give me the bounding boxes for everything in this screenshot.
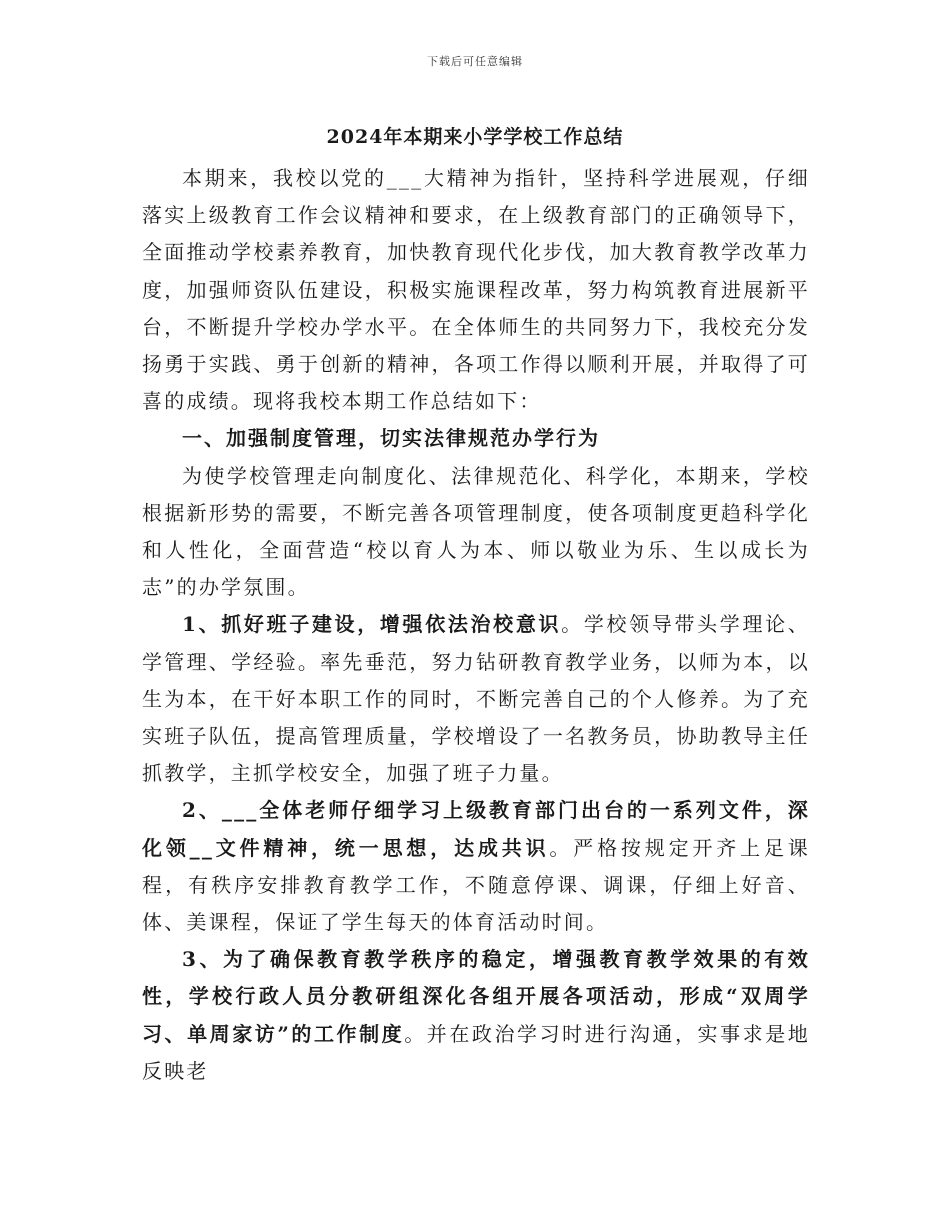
item-3-paragraph [142,941,810,1090]
item-1-body: 。学校领导带头学理论、学管理、学经验。率先垂范，努力钻研教育教学业务，以师为本，以生为本，在干好本职工作的同时，不断完善自己的个人修养。为了充实班子队伍，提高管理质量，学校增设了一名教务员，协助教导主任抓教学，主抓学校安全，加强了班子力量。 [142,612,810,786]
document-title: 2024年本期来小学学校工作总结 [326,126,624,148]
download-note: 下载后可任意编辑 [427,55,523,68]
item-3-lead: 3、为了确保教育教学秩序的稳定，增强教育教学效果的有效性，学校行政人员分教研组深化各组开展各项活动，形成“双周学习、单周家访”的工作制度 [142,947,810,1046]
section1-paragraph: 为使学校管理走向制度化、法律规范化、科学化，本期来，学校根据新形势的需要，不断完善各项管理制度，使各项制度更趋科学化和人性化，全面营造“校以育人为本、师以敬业为乐、生以成长为志”的办学氛围。 [142,463,810,600]
item-2-body: 。严格按规定开齐上足课程，有秩序安排教育教学工作，不随意停课、调课，仔细上好音、体、美课程，保证了学生每天的体育活动时间。 [142,835,810,935]
item-2-lead: 2、___全体老师仔细学习上级教育部门出台的一系列文件，深化领__文件精神，统一思想，达成共识 [142,798,810,860]
section-heading-1: 一、加强制度管理，切实法律规范办学行为 [182,426,600,451]
item-2-paragraph [142,792,810,941]
item-1-paragraph [142,606,810,792]
intro-paragraph: 本期来，我校以党的___大精神为指针，坚持科学进展观，仔细落实上级教育工作会议精神和要求，在上级教育部门的正确领导下，全面推动学校素养教育，加快教育现代化步伐，加大教育教学改革力度，加强师资队伍建设，积极实施课程改革，努力构筑教育进展新平台，不断提升学校办学水平。在全体师生的共同努力下，我校充分发扬勇于实践、勇于创新的精神，各项工作得以顺利开展，并取得了可喜的成绩。现将我校本期工作总结如下： [142,166,810,414]
document-body [142,160,810,1090]
item-3-body: 。并在政治学习时进行沟通，实事求是地反映老 [142,1021,810,1083]
item-1-lead: 1、抓好班子建设，增强依法治校意识 [182,612,562,637]
